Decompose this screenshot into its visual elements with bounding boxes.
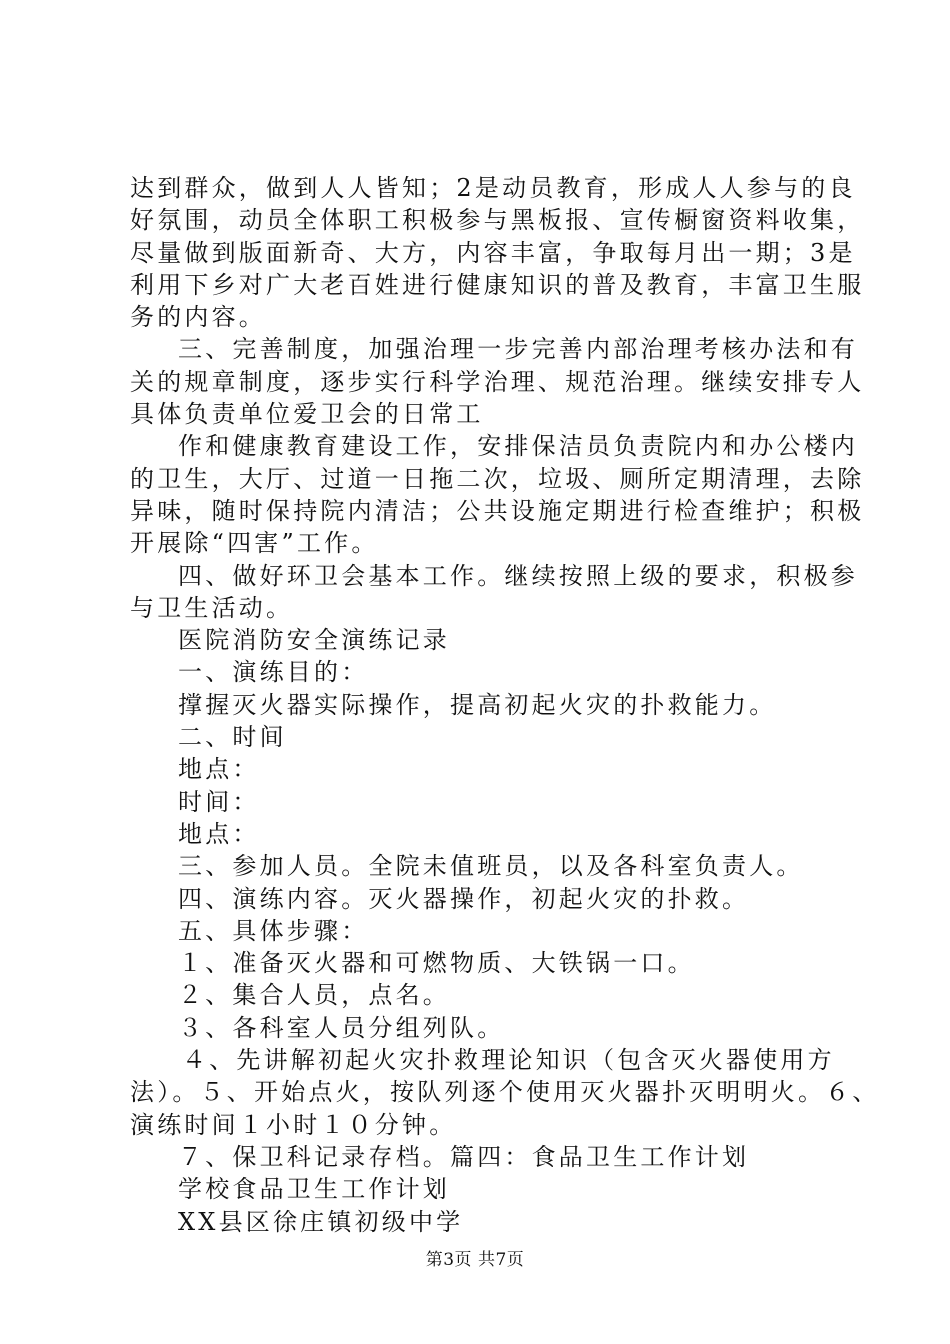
text-line: 具体负责单位爱卫会的日常工 (130, 400, 484, 429)
section-heading-4: 四、做好环卫会基本工作。继续按照上级的要求，积极参 (178, 561, 858, 590)
text-line: 异味，随时保持院内清洁；公共设施定期进行检查维护；积极 (130, 496, 865, 525)
text-line: 三、参加人员。全院未值班员，以及各科室负责人。 (178, 852, 804, 881)
text-line: 达到群众，做到人人皆知；2是动员教育，形成人人参与的良 (130, 174, 856, 202)
text-line: 关的规章制度，逐步实行科学治理、规范治理。继续安排专人 (130, 367, 865, 396)
section-heading-3: 三、完善制度，加强治理一步完善内部治理考核办法和有 (178, 335, 858, 364)
text-line: 四、演练内容。灭火器操作，初起火灾的扑救。 (178, 884, 750, 913)
text-line: 的卫生，大厅、过道一日拖二次，垃圾、厕所定期清理，去除 (130, 464, 865, 493)
location-label: 地点： (178, 755, 260, 784)
plan-title: 学校食品卫生工作计划 (178, 1175, 450, 1204)
drill-purpose-heading: 一、演练目的： (178, 658, 369, 687)
step-item: ４、先讲解初起火灾扑救理论知识（包含灭火器使用方 (182, 1046, 835, 1075)
text-line: 撑握灭火器实际操作，提高初起火灾的扑救能力。 (178, 690, 777, 719)
record-title: 医院消防安全演练记录 (178, 626, 450, 655)
text-line: 演练时间１小时１０分钟。 (130, 1110, 457, 1139)
time-heading: 二、时间 (178, 723, 287, 752)
text-line: 开展除“四害”工作。 (130, 529, 379, 558)
step-item: ７、保卫科记录存档。篇四：食品卫生工作计划 (178, 1142, 750, 1171)
step-item: ２、集合人员，点名。 (178, 981, 450, 1010)
step-item: １、准备灭火器和可燃物质、大铁锅一口。 (178, 949, 695, 978)
text-line: 尽量做到版面新奇、大方，内容丰富，争取每月出一期；3是 (130, 238, 856, 267)
text-line: 法）。５、开始点火，按队列逐个使用灭火器扑灭明明火。６、 (130, 1078, 880, 1107)
time-label: 时间： (178, 787, 260, 816)
school-name: XX县区徐庄镇初级中学 (178, 1207, 464, 1236)
step-item: ３、各科室人员分组列队。 (178, 1013, 505, 1042)
page-footer: 第3页 共7页 (425, 1250, 525, 1270)
text-line: 务的内容。 (130, 303, 266, 332)
location-label: 地点： (178, 819, 260, 848)
document-body (130, 172, 880, 1238)
text-line: 与卫生活动。 (130, 593, 294, 622)
text-line: 利用下乡对广大老百姓进行健康知识的普及教育，丰富卫生服 (130, 270, 865, 299)
text-line: 作和健康教育建设工作，安排保洁员负责院内和办公楼内 (178, 432, 858, 461)
steps-heading: 五、具体步骤： (178, 916, 369, 945)
text-line: 好氛围，动员全体职工积极参与黑板报、宣传橱窗资料收集， (130, 206, 865, 235)
